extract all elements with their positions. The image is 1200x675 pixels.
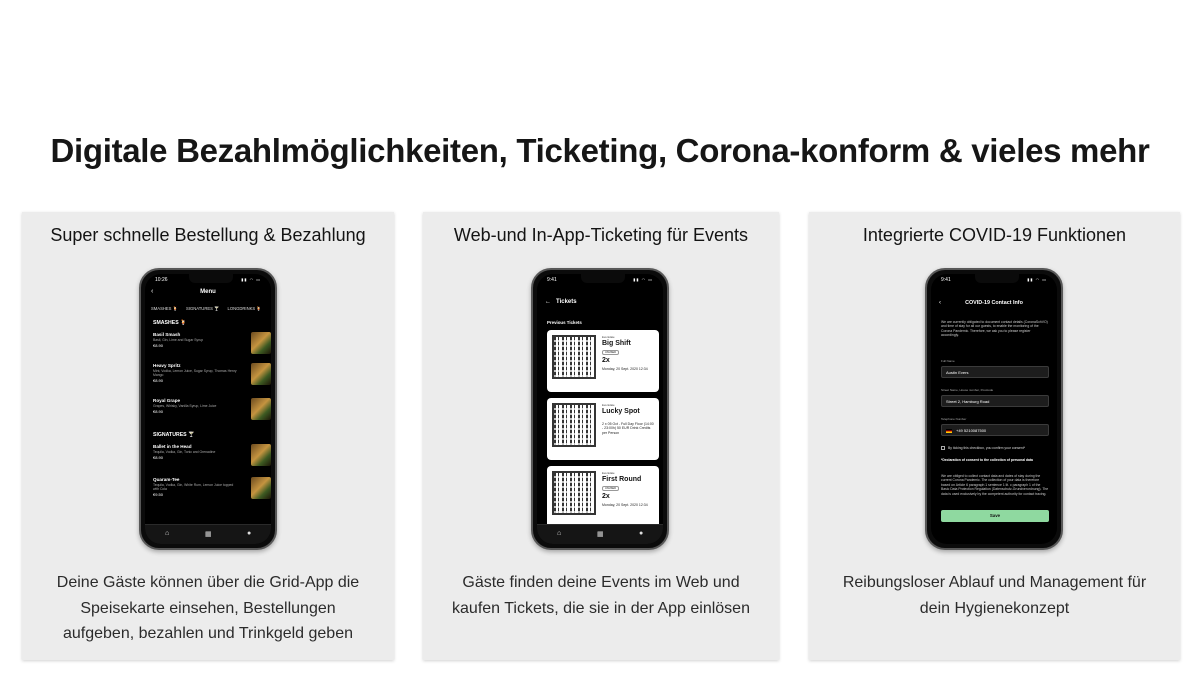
section-title-smashes: SMASHES 🍹 (153, 320, 187, 326)
category-tabs (151, 306, 271, 312)
menu-item-ingredients: Grapes, Whisky, Vanilla Syrup, Lime Juice (153, 404, 217, 408)
drink-image (251, 444, 271, 466)
menu-item-price: €8.90 (153, 378, 164, 383)
card-description (809, 570, 1180, 621)
phone-screen (145, 274, 271, 544)
phone-notch (975, 274, 1019, 283)
card-description-line: Speisekarte einsehen, Bestellungen (80, 599, 336, 617)
ticket-card[interactable] (547, 330, 659, 392)
phone-label: Telephone Number (941, 417, 967, 421)
home-icon[interactable]: ⌂ (165, 530, 170, 537)
section-title-signatures: SIGNATURES 🍸 (153, 432, 195, 438)
menu-item[interactable] (153, 477, 271, 503)
consent-label: By ticking this checkbox, you confirm your consent* (948, 446, 1026, 450)
menu-item[interactable] (153, 332, 271, 358)
phone-mockup-tickets (531, 268, 669, 550)
feature-card-covid (809, 212, 1180, 660)
address-field[interactable]: Street 2, Hamburg Road (941, 395, 1049, 407)
covid-form-title: COVID-19 Contact Info (965, 300, 1023, 306)
ticket-name: First Round (602, 476, 642, 483)
status-time: 9:41 (547, 277, 557, 283)
ticket-event-label: Eventdate (602, 471, 615, 475)
phone-number-field[interactable] (941, 424, 1049, 436)
tab-signatures[interactable]: SIGNATURES 🍸 (186, 306, 220, 311)
ticket-date: Monday, 20 Sept. 2020 12:34 (602, 367, 648, 371)
tickets-title: Tickets (556, 299, 577, 305)
card-description (423, 570, 779, 621)
qr-code (552, 335, 596, 379)
ticket-quantity: 2x (602, 493, 610, 500)
back-arrow-icon[interactable]: ‹ (151, 288, 154, 295)
ticket-status-badge: UNUSED (602, 486, 619, 491)
menu-item-price: €8.90 (153, 343, 164, 348)
menu-title: Menu (200, 289, 216, 295)
profile-icon[interactable]: ● (639, 530, 644, 537)
menu-item-ingredients: Mint, Vodka, Lemon Juice, Sugar Syrup, Thomas Henry Mango (153, 369, 237, 377)
qr-code (552, 403, 596, 447)
card-title: Super schnelle Bestellung & Bezahlung (50, 225, 366, 245)
bottom-tab-bar (145, 524, 271, 544)
menu-item-name: Royal Grape (153, 398, 181, 403)
phone-screen (537, 274, 663, 544)
card-description-line: Reibungsloser Ablauf und Management für (842, 574, 1147, 591)
tab-smashes[interactable]: SMASHES 🍹 (151, 306, 178, 311)
feature-card-ticketing (423, 212, 779, 660)
card-description-line: aufgeben, bezahlen und Trinkgeld geben (62, 625, 353, 642)
menu-item-price: €9.50 (153, 492, 164, 497)
declaration-text: We are obliged to collect contact data and dates of stay during the current Corona Pandemic. The collection of your data is therefore based on Article 6 paragraph 1 sentence 1 lit. c paragraph 1 of the Basic Data Protection Regulation (Datenschutz-Grundverordnung). The data is used exclusively by the competent authority for contact tracing. (941, 474, 1049, 496)
ticket-quantity: 2x (602, 357, 610, 364)
ticket-card[interactable] (547, 398, 659, 460)
back-arrow-icon[interactable]: ← (545, 299, 551, 305)
phone-mockup-covid (925, 268, 1063, 550)
status-icons: ▮▮ ◠ ▭ (241, 277, 261, 282)
germany-flag-icon (946, 429, 952, 433)
card-description-line: kaufen Tickets, die sie in der App einlösen (452, 599, 750, 617)
menu-item-price: €8.90 (153, 409, 164, 414)
card-description-line: Gäste finden deine Events im Web und (462, 574, 740, 591)
menu-item[interactable] (153, 398, 271, 424)
tab-longdrinks[interactable]: LONGDRINKS 🍹 (227, 306, 262, 311)
phone-notch (581, 274, 625, 283)
previous-tickets-label: Previous Tickets (547, 320, 582, 325)
profile-icon[interactable]: ● (247, 530, 252, 537)
feature-card-ordering (22, 212, 394, 660)
phone-notch (189, 274, 233, 283)
card-description (22, 570, 394, 647)
menu-item[interactable] (153, 444, 271, 470)
checkbox-icon[interactable] (941, 446, 945, 450)
phone-number-value: +49 5210087500 (956, 428, 987, 433)
qr-code-icon[interactable]: ▦ (205, 531, 212, 538)
menu-item-ingredients: Basil, Gin, Lime and Sugar Syrup (153, 338, 204, 342)
ticket-status-badge: UNUSED (602, 350, 619, 355)
drink-image (251, 332, 271, 354)
menu-item-price: €8.90 (153, 455, 164, 460)
drink-image (251, 363, 271, 385)
bottom-tab-bar (537, 524, 663, 544)
menu-item-name: Heavy Spritz (153, 363, 181, 368)
ticket-name: Big Shift (602, 340, 631, 347)
ticket-date: Monday, 20 Sept. 2020 12:34 (602, 503, 648, 507)
menu-item[interactable] (153, 363, 271, 389)
phone-mockup-menu (139, 268, 277, 550)
card-title: Integrierte COVID-19 Funktionen (862, 225, 1127, 245)
card-description-line: dein Hygienekonzept (919, 599, 1070, 617)
phone-screen (931, 274, 1057, 544)
qr-code (552, 471, 596, 515)
declaration-title: *Declaration of consent to the collection of personal data (941, 458, 1033, 462)
save-button[interactable]: Save (941, 510, 1049, 522)
drink-image (251, 398, 271, 420)
qr-code-icon[interactable]: ▦ (597, 531, 604, 538)
drink-image (251, 477, 271, 499)
covid-intro-text: We are currently obligated to document contact details (CoronaSchVO) and time of stay for all our guests, to enable the monitoring of the Corona Pandemic. Therefore, we ask you to please register accordingly. (941, 320, 1048, 338)
menu-item-name: Quaram-Tee (153, 477, 180, 482)
card-description-line: Deine Gäste können über die Grid-App die (56, 574, 360, 591)
status-time: 10:26 (155, 277, 168, 283)
ticket-event-label: Eventdate (602, 335, 615, 339)
address-label: Street Name, House number, Postcode (941, 388, 994, 392)
back-arrow-icon[interactable]: ‹ (939, 300, 941, 306)
full-name-label: Full Name (941, 359, 955, 363)
ticket-name: Lucky Spot (602, 408, 640, 415)
menu-item-name: Ballet in the Head (153, 444, 192, 449)
card-title: Web-und In-App-Ticketing für Events (453, 225, 749, 245)
tickets-header (545, 299, 577, 305)
status-icons: ▮▮ ◠ ▭ (1027, 277, 1047, 282)
home-icon[interactable]: ⌂ (557, 530, 562, 537)
menu-item-name: Basil Smash (153, 332, 181, 337)
consent-checkbox[interactable] (941, 446, 1025, 450)
status-time: 9:41 (941, 277, 951, 283)
ticket-details: 2 x 05 Oct - Full Day Floor (14:00 - 23:00h) 50 EUR Drink Credits per Person (602, 422, 654, 435)
menu-header (145, 286, 271, 300)
ticket-event-label: Eventdate (602, 403, 615, 407)
status-icons: ▮▮ ◠ ▭ (633, 277, 653, 282)
ticket-card[interactable] (547, 466, 659, 528)
full-name-field[interactable]: Austin Evers (941, 366, 1049, 378)
page-headline: Digitale Bezahlmöglichkeiten, Ticketing, Corona-konform & vieles mehr (50, 132, 1150, 169)
menu-item-ingredients: Tequila, Vodka, Gin, White Rum, Lemon Juice topped with Cola (153, 483, 234, 491)
menu-item-ingredients: Tequila, Vodka, Gin, Tonic and Grenadine (153, 450, 216, 454)
